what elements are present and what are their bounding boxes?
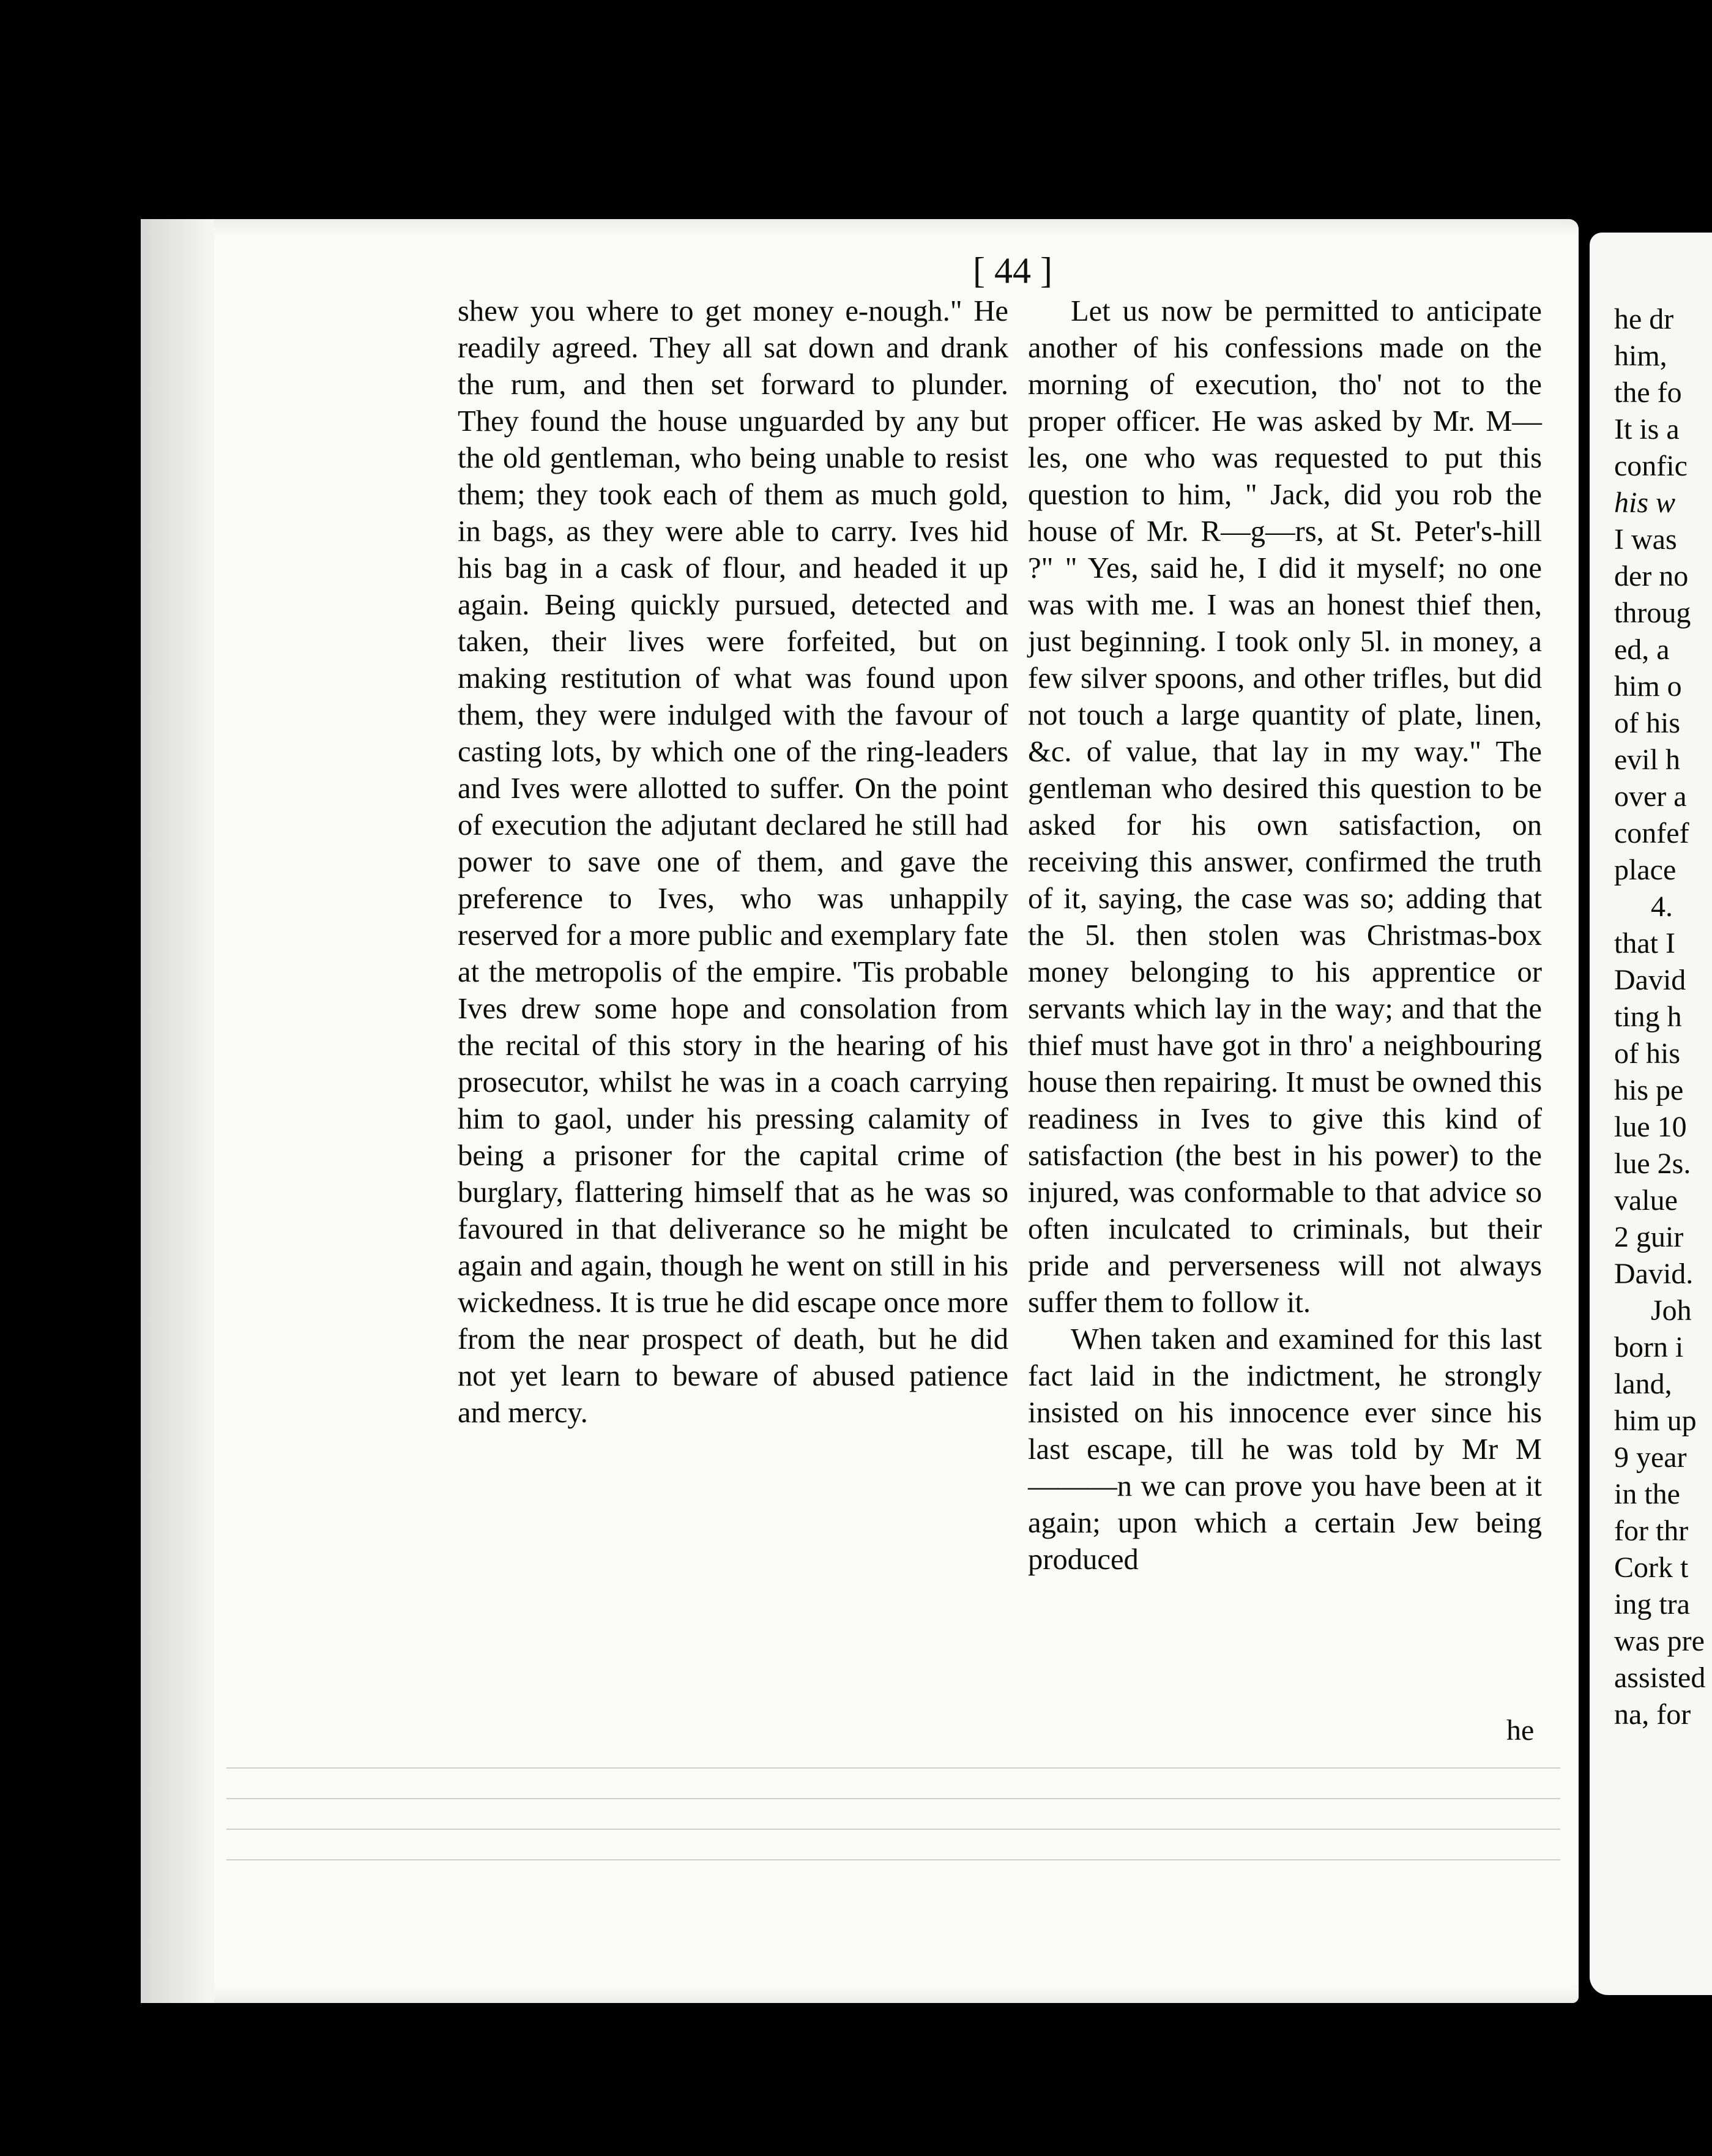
next-page-line: lue 10 — [1614, 1111, 1687, 1143]
next-page-line: Joh — [1651, 1294, 1692, 1327]
next-page-line: It is a — [1614, 413, 1680, 446]
right-paragraph: When taken and examined for this last fact laid in the indictment, he strongly insisted on his innocence ever since his last escape, till he was told by Mr M———n we can prove you have been at it again; upon which a certain Jew being produced — [1028, 1322, 1542, 1576]
next-page-line: for thr — [1614, 1515, 1689, 1547]
next-page-line: throug — [1614, 597, 1691, 629]
page-number: [ 44 ] — [973, 250, 1052, 291]
next-page-line: over a — [1614, 780, 1687, 813]
next-page-line: David — [1614, 964, 1686, 996]
next-page-line: David. — [1614, 1258, 1694, 1290]
next-page-line: confic — [1614, 450, 1688, 482]
next-page-line: confef — [1614, 817, 1689, 849]
next-page-line: him, — [1614, 340, 1667, 372]
next-page-line: him up — [1614, 1404, 1697, 1437]
next-page-line: ting h — [1614, 1001, 1682, 1033]
next-page-line: his pe — [1614, 1074, 1684, 1106]
next-page-line: was pre — [1614, 1625, 1705, 1657]
next-page-edge — [1590, 233, 1712, 1995]
next-page-line: na, for — [1614, 1698, 1691, 1731]
next-page-line: 9 year — [1614, 1441, 1687, 1474]
page-ruling-line — [226, 1829, 1560, 1830]
next-page-line: the fo — [1614, 376, 1682, 409]
next-page-fragments — [1614, 301, 1705, 1733]
next-page-line: him o — [1614, 670, 1682, 703]
next-page-line: of his — [1614, 1037, 1680, 1070]
next-page-line: assisted — [1614, 1662, 1706, 1694]
next-page-line: 4. — [1651, 890, 1673, 923]
next-page-line: ed, a — [1614, 633, 1670, 666]
next-page-line: 2 guir — [1614, 1221, 1684, 1253]
catchword: he — [1506, 1714, 1535, 1747]
next-page-line: place — [1614, 854, 1677, 886]
next-page-line: der no — [1614, 560, 1689, 592]
next-page-line: Cork t — [1614, 1551, 1689, 1584]
left-paragraph: shew you where to get money e-nough." He readily agreed. They all sat down and drank the rum, and then set forward to plunder. They found the house unguarded by any but the old gentleman, who being unable to resist them; they took each of them as much gold, in bags, as they were able to carry. Ives hid his bag in a cask of flour, and headed it up again. Being quickly pursued, detected and taken, their lives were forfeited, but on making restitution of what was found upon them, they were indulged with the favour of casting lots, by which one of the ring-leaders and Ives were allotted to suffer. On the point of execution the adjutant declared he still had power to save one of them, and gave the preference to Ives, who was unhappily reserved for a more public and exemplary fate at the metropolis of the empire. 'Tis probable Ives drew some hope and consolation from the recital of this story in the hearing of his prosecutor, whilst he was in a coach carrying him to gaol, under his pressing calamity of being a prisoner for the capital crime of burglary, flattering himself that as he was so favoured in that deliverance so he might be again and again, though he went on still in his wickedness. It is true he did escape once more from the near prospect of death, but he did not yet learn to beware of abused patience and mercy. — [458, 294, 1009, 1429]
next-page-line: value — [1614, 1184, 1678, 1217]
next-page-line: he dr — [1614, 303, 1674, 335]
page-ruling-line — [226, 1767, 1560, 1769]
next-page-line: lue 2s. — [1614, 1147, 1691, 1180]
next-page-line: evil h — [1614, 744, 1680, 776]
next-page-line: in the — [1614, 1478, 1680, 1510]
next-page-line: of his — [1614, 707, 1680, 739]
page-ruling-line — [226, 1798, 1560, 1799]
page-ruling-line — [226, 1859, 1560, 1860]
next-page-line: that I — [1614, 927, 1675, 960]
next-page-line: I was — [1614, 523, 1677, 556]
next-page-line: his w — [1614, 487, 1676, 519]
right-column — [1028, 293, 1542, 1578]
next-page-line: born i — [1614, 1331, 1684, 1363]
next-page-line: ing tra — [1614, 1588, 1690, 1621]
right-paragraph: Let us now be permitted to anticipate another of his confessions made on the morning of execution, tho' not to the proper officer. He was asked by Mr. M—les, one who was requested to put this question to him, " Jack, did you rob the house of Mr. R—g—rs, at St. Peter's-hill ?" " Yes, said he, I did it myself; no one was with me. I was an honest thief then, just beginning. I took only 5l. in money, a few silver spoons, and other trifles, but did not touch a large quantity of plate, linen, &c. of value, that lay in my way." The gentleman who desired this question to be asked for his own satisfaction, on receiving this answer, confirmed the truth of it, saying, the case was so; adding that the 5l. then stolen was Christmas-box money belonging to his apprentice or servants which lay in the way; and that the thief must have got in thro' a neighbouring house then repairing. It must be owned this readiness in Ives to give this kind of satisfaction (the best in his power) to the injured, was conformable to that advice so often inculcated to criminals, but their pride and perverseness will not always suffer them to follow it. — [1028, 294, 1542, 1319]
left-column — [458, 293, 1008, 1431]
next-page-line: land, — [1614, 1368, 1672, 1400]
